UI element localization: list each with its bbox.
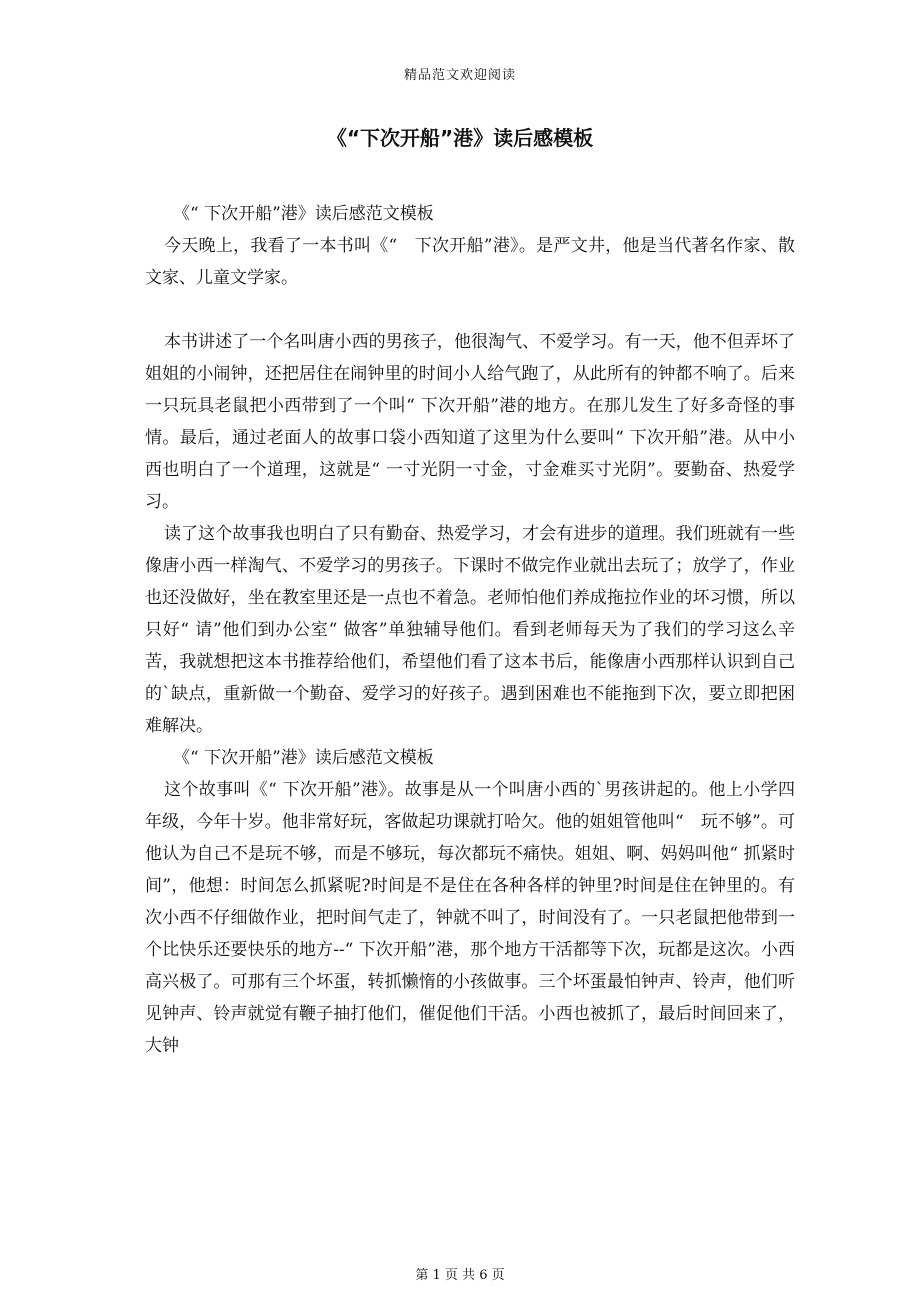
paragraph: 今天晚上，我看了一本书叫《“ 下次开船”港》。是严文井，他是当代著名作家、散文家、儿童文学家。	[145, 236, 795, 288]
paragraph: 这个故事叫《“ 下次开船”港》。故事是从一个叫唐小西的`男孩讲起的。他上小学四年级，今年十岁。他非常好玩，客做起功课就打哈欠。他的姐姐管他叫“ 玩不够”。可他认为自己不是玩不够，而是不够玩，每次都玩不痛快。姐姐、啊、妈妈叫他“ 抓紧时间”，他想：时间怎么抓紧呢?时间是不是住在各种各样的钟里?时间是住在钟里的。有次小西不仔细做作业，把时间气走了，钟就不叫了，时间没有了。一只老鼠把他带到一个比快乐还要快乐的地方--“ 下次开船”港，那个地方干活都等下次，玩都是这次。小西高兴极了。可那有三个坏蛋，转抓懒惰的小孩做事。三个坏蛋最怕钟声、铃声，他们听见钟声、铃声就觉有鞭子抽打他们，催促他们干活。小西也被抓了，最后时间回来了，大钟	[145, 780, 795, 1056]
document-title: 《“下次开船”港》读后感模板	[326, 126, 594, 150]
paragraph: 读了这个故事我也明白了只有勤奋、热爱学习，才会有进步的道理。我们班就有一些像唐小西一样淘气、不爱学习的男孩子。下课时不做完作业就出去玩了；放学了，作业也还没做好，坐在教室里还是一点也不着急。老师怕他们养成拖拉作业的坏习惯，所以只好“ 请”他们到办公室“ 做客”单独辅导他们。看到老师每天为了我们的学习这么辛苦，我就想把这本书推荐给他们，希望他们看了这本书后，能像唐小西那样认识到自己的`缺点，重新做一个勤奋、爱学习的好孩子。遇到困难也不能拖到下次，要立即把困难解决。	[145, 524, 795, 736]
section-subtitle: 《“ 下次开船”港》读后感范文模板	[173, 748, 434, 768]
paragraph-gap	[145, 294, 795, 326]
section-subtitle: 《“ 下次开船”港》读后感范文模板	[173, 204, 434, 224]
page-footer: 第 1 页 共 6 页	[415, 1268, 505, 1283]
document-body	[145, 198, 795, 1062]
page-header: 精品范文欢迎阅读	[403, 68, 516, 83]
paragraph: 本书讲述了一个名叫唐小西的男孩子，他很淘气、不爱学习。有一天，他不但弄坏了姐姐的小闹钟，还把居住在闹钟里的时间小人给气跑了，从此所有的钟都不响了。后来一只玩具老鼠把小西带到了一个叫“ 下次开船”港的地方。在那儿发生了好多奇怪的事情。最后，通过老面人的故事口袋小西知道了这里为什么要叫“ 下次开船”港。从中小西也明白了一个道理，这就是“ 一寸光阴一寸金，寸金难买寸光阴”。要勤奋、热爱学习。	[145, 332, 795, 512]
